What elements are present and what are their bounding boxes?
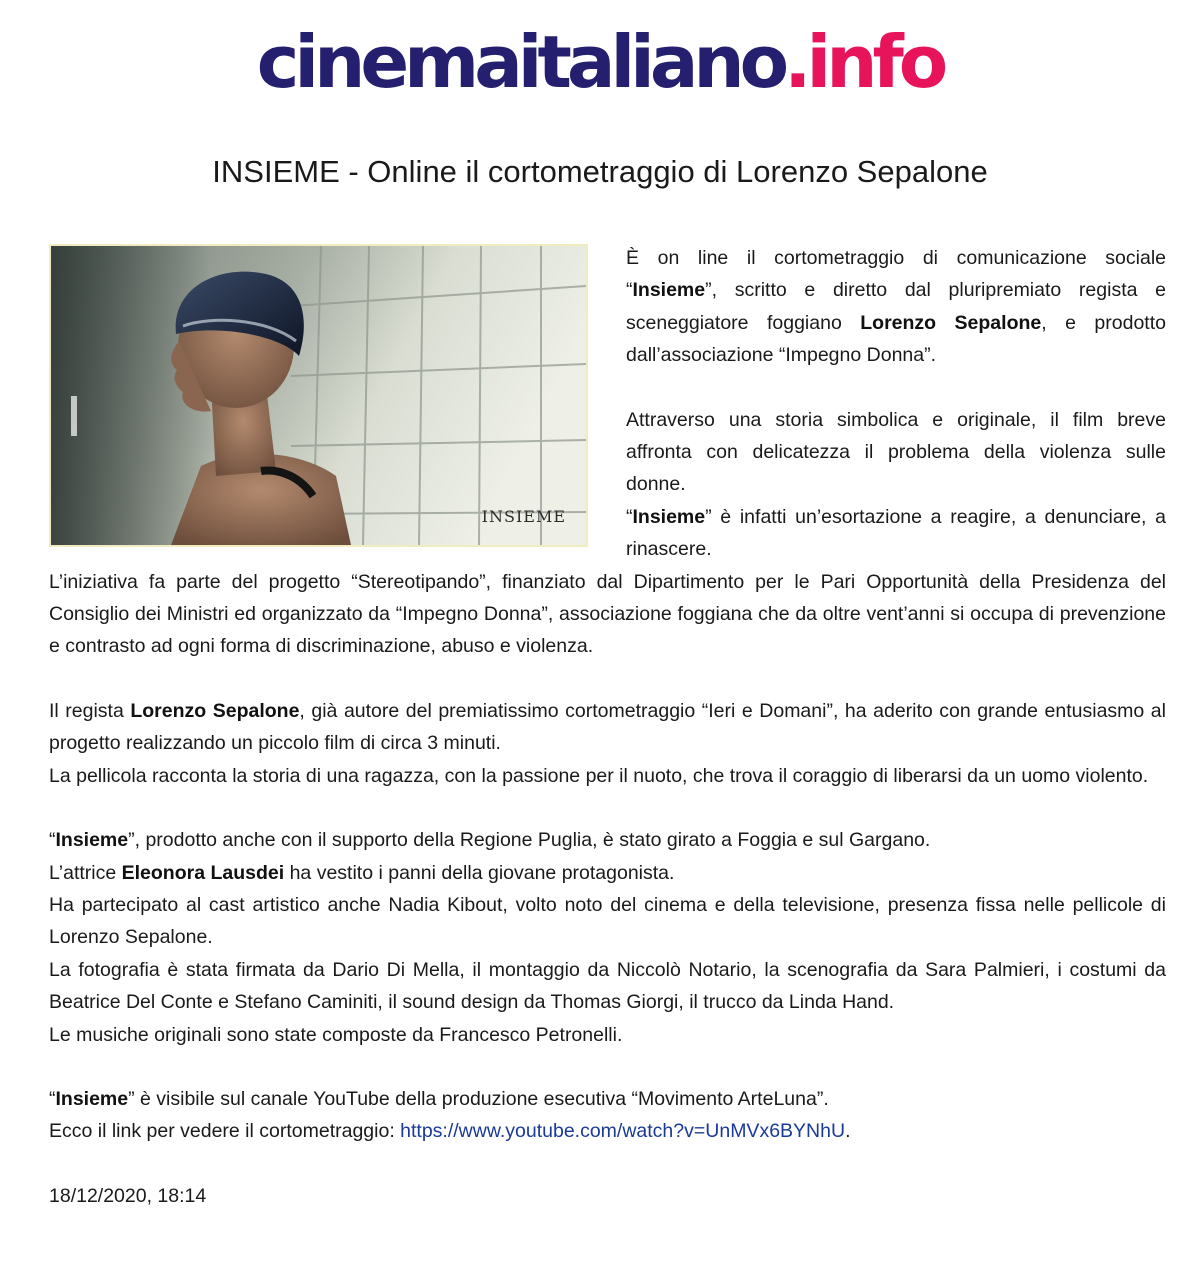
spacer: [49, 792, 1166, 824]
text: , e prodotto dall’associazione “Impegno Donna”.: [626, 311, 1166, 367]
text: ” è infatti un’esortazione a reagire, a denunciare, a rinascere.: [626, 505, 1166, 561]
text: “: [626, 505, 633, 528]
text: ” è visibile sul canale YouTube della produzione esecutiva “Movimento ArteLuna”.: [128, 1087, 829, 1110]
text: ”, scritto e diretto dal pluripremiato regista e sceneggiatore foggiano: [626, 279, 1166, 334]
text: “: [49, 829, 56, 852]
bold-text: Eleonora Lausdei: [121, 861, 285, 884]
paragraph-cast: Ha partecipato al cast artistico anche Nadia Kibout, volto noto del cinema e della televisione, presenza fissa nelle pellicole di Lorenzo Sepalone.: [49, 893, 1166, 949]
photo-caption: INSIEME: [481, 506, 566, 526]
text: Ecco il link per vedere il cortometraggio:: [49, 1120, 401, 1143]
bold-text: Insieme: [632, 505, 706, 528]
article-photo: [49, 244, 588, 547]
logo-dot: .: [784, 20, 807, 104]
youtube-link[interactable]: https://www.youtube.com/watch?v=UnMVx6BYNhU: [400, 1120, 846, 1143]
text: .: [845, 1120, 851, 1143]
spacer: [49, 1051, 1166, 1083]
bold-text: Insieme: [632, 279, 706, 302]
paragraph-youtube: [49, 1083, 1166, 1115]
site-logo[interactable]: [0, 20, 1200, 104]
spacer: [49, 663, 1166, 695]
paragraph-actress: [49, 857, 1166, 889]
bold-text: Lorenzo Sepalone: [860, 311, 1042, 334]
bold-text: Insieme: [55, 1087, 129, 1110]
paragraph-story: La pellicola racconta la storia di una ragazza, con la passione per il nuoto, che trova il coraggio di liberarsi da un uomo violento.: [49, 764, 1149, 787]
paragraph-link: [49, 1115, 1166, 1147]
paragraph-crew: La fotografia è stata firmata da Dario Di Mella, il montaggio da Niccolò Notario, la scenografia da Sara Palmieri, i costumi da Beatrice Del Conte e Stefano Caminiti, il sound design da Thomas Giorgi, il trucco da Linda Hand.: [49, 958, 1166, 1014]
bold-text: Lorenzo Sepalone: [130, 699, 300, 722]
article-body: [49, 242, 1166, 1212]
paragraph-intro-2: Attraverso una storia simbolica e originale, il film breve affronta con delicatezza il problema della violenza sulle donne.: [626, 408, 1166, 496]
paragraph-director: [49, 695, 1166, 760]
article-title: INSIEME - Online il cortometraggio di Lorenzo Sepalone: [212, 154, 988, 189]
text: “: [49, 1087, 56, 1110]
paragraph-production: [49, 824, 1166, 856]
text: L’attrice: [49, 861, 122, 884]
text: È on line il cortometraggio di comunicazione sociale “: [626, 247, 1166, 302]
bold-text: Insieme: [55, 829, 129, 852]
paragraph-initiative: L’iniziativa fa parte del progetto “Stereotipando”, finanziato dal Dipartimento per le Pari Opportunità della Presidenza del Consiglio dei Ministri ed organizzato da “Impegno Donna”, associazione foggiana che da oltre vent’anni si occupa di prevenzione e contrasto ad ogni forma di discriminazione, abuso e violenza.: [49, 570, 1166, 658]
text: Il regista: [49, 699, 131, 722]
paragraph-music: Le musiche originali sono state composte da Francesco Petronelli.: [49, 1023, 623, 1046]
text: ”, prodotto anche con il supporto della Regione Puglia, è stato girato a Foggia e sul Gargano.: [128, 829, 931, 852]
text: , già autore del premiatissimo cortometraggio “Ieri e Domani”, ha aderito con grande entusiasmo al progetto realizzando un piccolo film di circa 3 minuti.: [49, 699, 1166, 755]
publish-date: 18/12/2020, 18:14: [49, 1184, 207, 1207]
logo-main: cinemaitaliano: [256, 20, 785, 104]
spacer: [49, 1148, 1166, 1180]
text: ha vestito i panni della giovane protagonista.: [284, 861, 675, 884]
logo-tld: info: [806, 20, 944, 104]
